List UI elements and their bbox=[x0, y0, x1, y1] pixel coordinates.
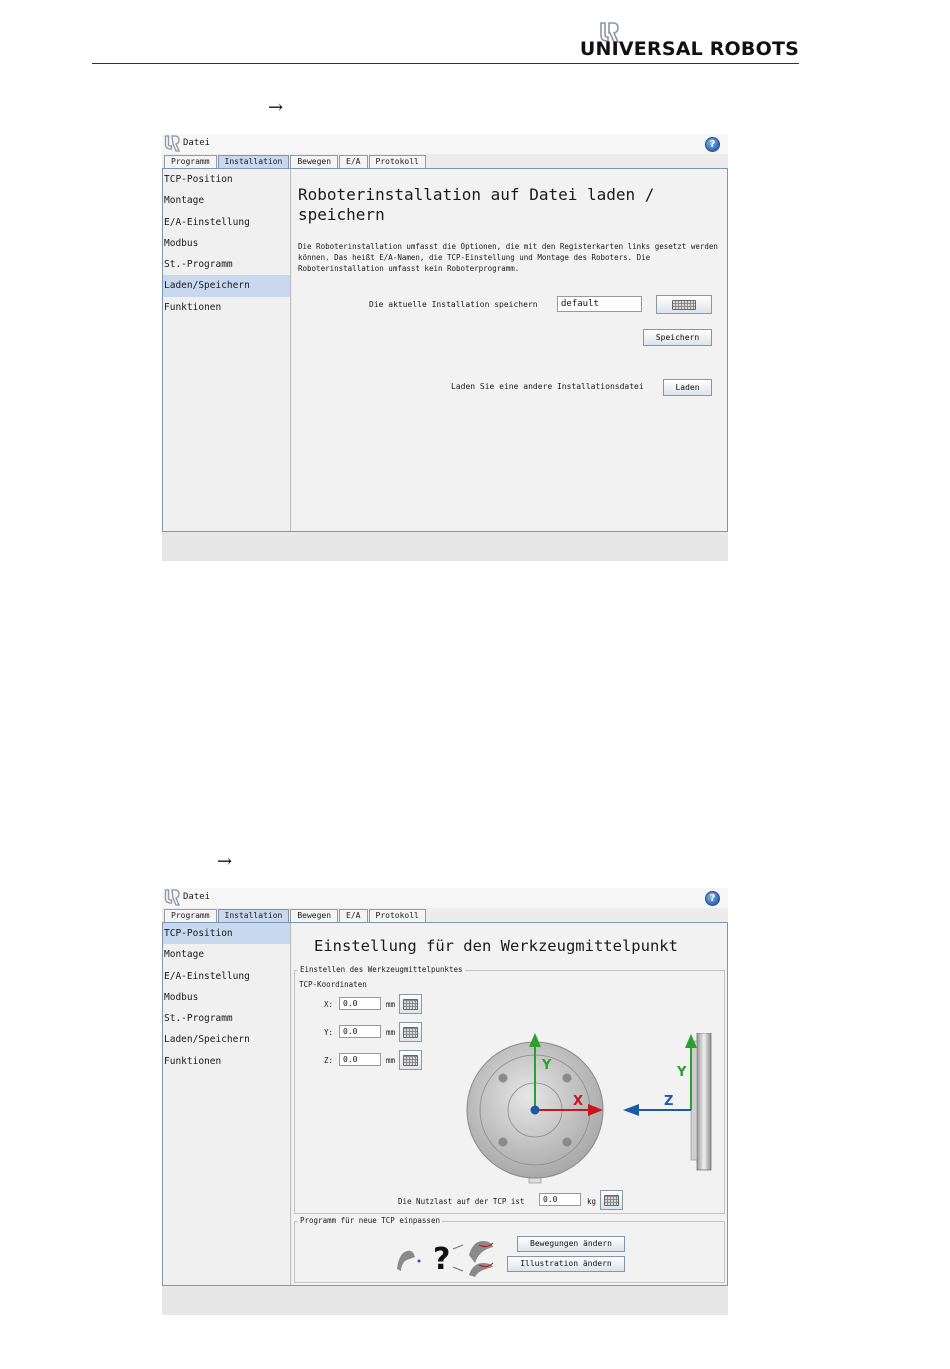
window-title: Datei bbox=[183, 138, 211, 148]
program-adjust-illustration bbox=[395, 1235, 505, 1277]
keyboard-icon bbox=[672, 300, 696, 310]
arrow-right-icon: → bbox=[268, 97, 284, 118]
sidebar-item-modbus[interactable]: Modbus bbox=[164, 991, 199, 1003]
sidebar-item-st-programm[interactable]: St.-Programm bbox=[164, 1013, 233, 1025]
y-axis-label: Y bbox=[542, 1058, 552, 1073]
page-header bbox=[92, 18, 799, 64]
keyboard-icon bbox=[604, 1195, 619, 1206]
title-bar bbox=[162, 888, 728, 908]
bolt-hole bbox=[499, 1138, 508, 1147]
ur-logo-icon bbox=[164, 889, 180, 906]
tab-programm[interactable]: Programm bbox=[164, 909, 217, 922]
payload-keyboard-button[interactable] bbox=[600, 1190, 623, 1210]
tab-ea[interactable]: E/A bbox=[339, 909, 367, 922]
tab-bewegen[interactable]: Bewegen bbox=[290, 909, 338, 922]
y-arrowhead bbox=[529, 1033, 541, 1047]
sidebar-item-montage[interactable]: Montage bbox=[164, 949, 205, 961]
title-bar bbox=[162, 134, 728, 154]
filename-field[interactable]: default bbox=[557, 296, 642, 312]
y-keyboard-button[interactable] bbox=[399, 1022, 422, 1042]
tab-protokoll[interactable]: Protokoll bbox=[369, 155, 426, 168]
group-title: Einstellen des Werkzeugmittelpunktes bbox=[300, 965, 463, 974]
change-moves-button[interactable]: Bewegungen ändern bbox=[517, 1236, 625, 1252]
sidebar-item-funktionen[interactable]: Funktionen bbox=[164, 301, 222, 313]
x-unit: mm bbox=[386, 1000, 396, 1009]
tcp-point-icon bbox=[418, 1260, 421, 1263]
main-panel bbox=[292, 923, 727, 1285]
tab-protokoll[interactable]: Protokoll bbox=[369, 909, 426, 922]
brand-name: UNIVERSAL ROBOTS bbox=[579, 38, 799, 60]
payload-unit: kg bbox=[587, 1197, 597, 1206]
y-label: Y: bbox=[324, 1028, 334, 1037]
arrow-right-icon: → bbox=[217, 851, 233, 872]
window-title: Datei bbox=[183, 892, 211, 902]
tab-bewegen[interactable]: Bewegen bbox=[290, 155, 338, 168]
sidebar bbox=[163, 923, 291, 1285]
sidebar-item-funktionen[interactable]: Funktionen bbox=[164, 1055, 222, 1067]
sidebar-item-modbus[interactable]: Modbus bbox=[164, 237, 199, 249]
keyboard-icon bbox=[403, 1055, 418, 1066]
z-field[interactable]: 0.0 bbox=[339, 1053, 381, 1066]
window-tcp-position bbox=[162, 888, 728, 1315]
tab-bar bbox=[164, 909, 427, 922]
tab-bar bbox=[164, 155, 427, 168]
main-panel bbox=[292, 169, 727, 531]
y-field[interactable]: 0.0 bbox=[339, 1025, 381, 1038]
robot-arm-icon bbox=[469, 1241, 493, 1263]
sidebar-item-laden-speichern[interactable]: Laden/Speichern bbox=[163, 275, 290, 296]
sidebar-item-montage[interactable]: Montage bbox=[164, 195, 205, 207]
tcp-coordinates-label: TCP-Koordinaten bbox=[299, 980, 367, 989]
keyboard-button[interactable] bbox=[656, 295, 712, 314]
tab-programm[interactable]: Programm bbox=[164, 155, 217, 168]
page-title: Roboterinstallation auf Datei laden / speichern bbox=[298, 185, 655, 224]
tab-installation[interactable]: Installation bbox=[218, 909, 290, 922]
keyboard-icon bbox=[403, 999, 418, 1010]
ur-logo-icon bbox=[164, 135, 180, 152]
sidebar-item-st-programm[interactable]: St.-Programm bbox=[164, 259, 233, 271]
bolt-hole bbox=[563, 1074, 572, 1083]
z-unit: mm bbox=[386, 1056, 396, 1065]
x-label: X: bbox=[324, 1000, 334, 1009]
x-keyboard-button[interactable] bbox=[399, 994, 422, 1014]
bolt-hole bbox=[499, 1074, 508, 1083]
sidebar-item-tcp-position[interactable]: TCP-Position bbox=[163, 923, 290, 944]
status-bar bbox=[162, 532, 728, 561]
payload-label: Die Nutzlast auf der TCP ist bbox=[398, 1197, 525, 1206]
payload-field[interactable]: 0.0 bbox=[539, 1193, 581, 1206]
page-title: Einstellung für den Werkzeugmittelpunkt bbox=[314, 937, 678, 955]
adjust-program-group bbox=[294, 1216, 725, 1283]
sidebar-item-ea-einstellung[interactable]: E/A-Einstellung bbox=[164, 216, 250, 228]
tcp-settings-group bbox=[294, 965, 725, 1214]
y-unit: mm bbox=[386, 1028, 396, 1037]
z-keyboard-button[interactable] bbox=[399, 1050, 422, 1070]
window-load-save bbox=[162, 134, 728, 561]
load-label: Laden Sie eine andere Installationsdatei bbox=[451, 382, 644, 391]
choice-arrows-icon bbox=[453, 1245, 463, 1271]
x-field[interactable]: 0.0 bbox=[339, 997, 381, 1010]
z-arrowhead bbox=[623, 1104, 639, 1116]
load-button[interactable]: Laden bbox=[663, 379, 712, 396]
bolt-hole bbox=[563, 1138, 572, 1147]
help-icon[interactable]: ? bbox=[705, 137, 720, 152]
tcp-origin-dot bbox=[531, 1106, 540, 1115]
z-label: Z: bbox=[324, 1056, 334, 1065]
change-illustration-button[interactable]: Illustration ändern bbox=[507, 1256, 625, 1272]
robot-arm-icon bbox=[397, 1251, 415, 1271]
x-axis-label: X bbox=[573, 1094, 584, 1109]
tcp-flange-diagram bbox=[465, 1033, 725, 1193]
sidebar-item-tcp-position[interactable]: TCP-Position bbox=[164, 174, 233, 185]
question-mark-icon: ? bbox=[433, 1242, 451, 1277]
description-text: Die Roboterinstallation umfasst die Optionen, die mit den Registerkarten links gesetzt werden können. Das heißt E/A-Namen, die TCP-Einstellung und Montage des Roboters. Die Roboterinstallation umfasst kein Roboterprogramm. bbox=[298, 242, 718, 273]
flange-side-plate bbox=[697, 1033, 711, 1170]
save-label: Die aktuelle Installation speichern bbox=[369, 300, 538, 309]
z-axis-label: Z bbox=[664, 1094, 674, 1109]
sidebar-item-ea-einstellung[interactable]: E/A-Einstellung bbox=[164, 970, 250, 982]
status-bar bbox=[162, 1286, 728, 1315]
tab-installation[interactable]: Installation bbox=[218, 155, 290, 168]
tab-ea[interactable]: E/A bbox=[339, 155, 367, 168]
keyboard-icon bbox=[403, 1027, 418, 1038]
group-title: Programm für neue TCP einpassen bbox=[300, 1216, 440, 1225]
sidebar-item-laden-speichern[interactable]: Laden/Speichern bbox=[164, 1034, 250, 1046]
help-icon[interactable]: ? bbox=[705, 891, 720, 906]
save-button[interactable]: Speichern bbox=[643, 329, 712, 346]
sidebar bbox=[163, 169, 291, 531]
side-y-axis-label: Y bbox=[677, 1065, 687, 1080]
